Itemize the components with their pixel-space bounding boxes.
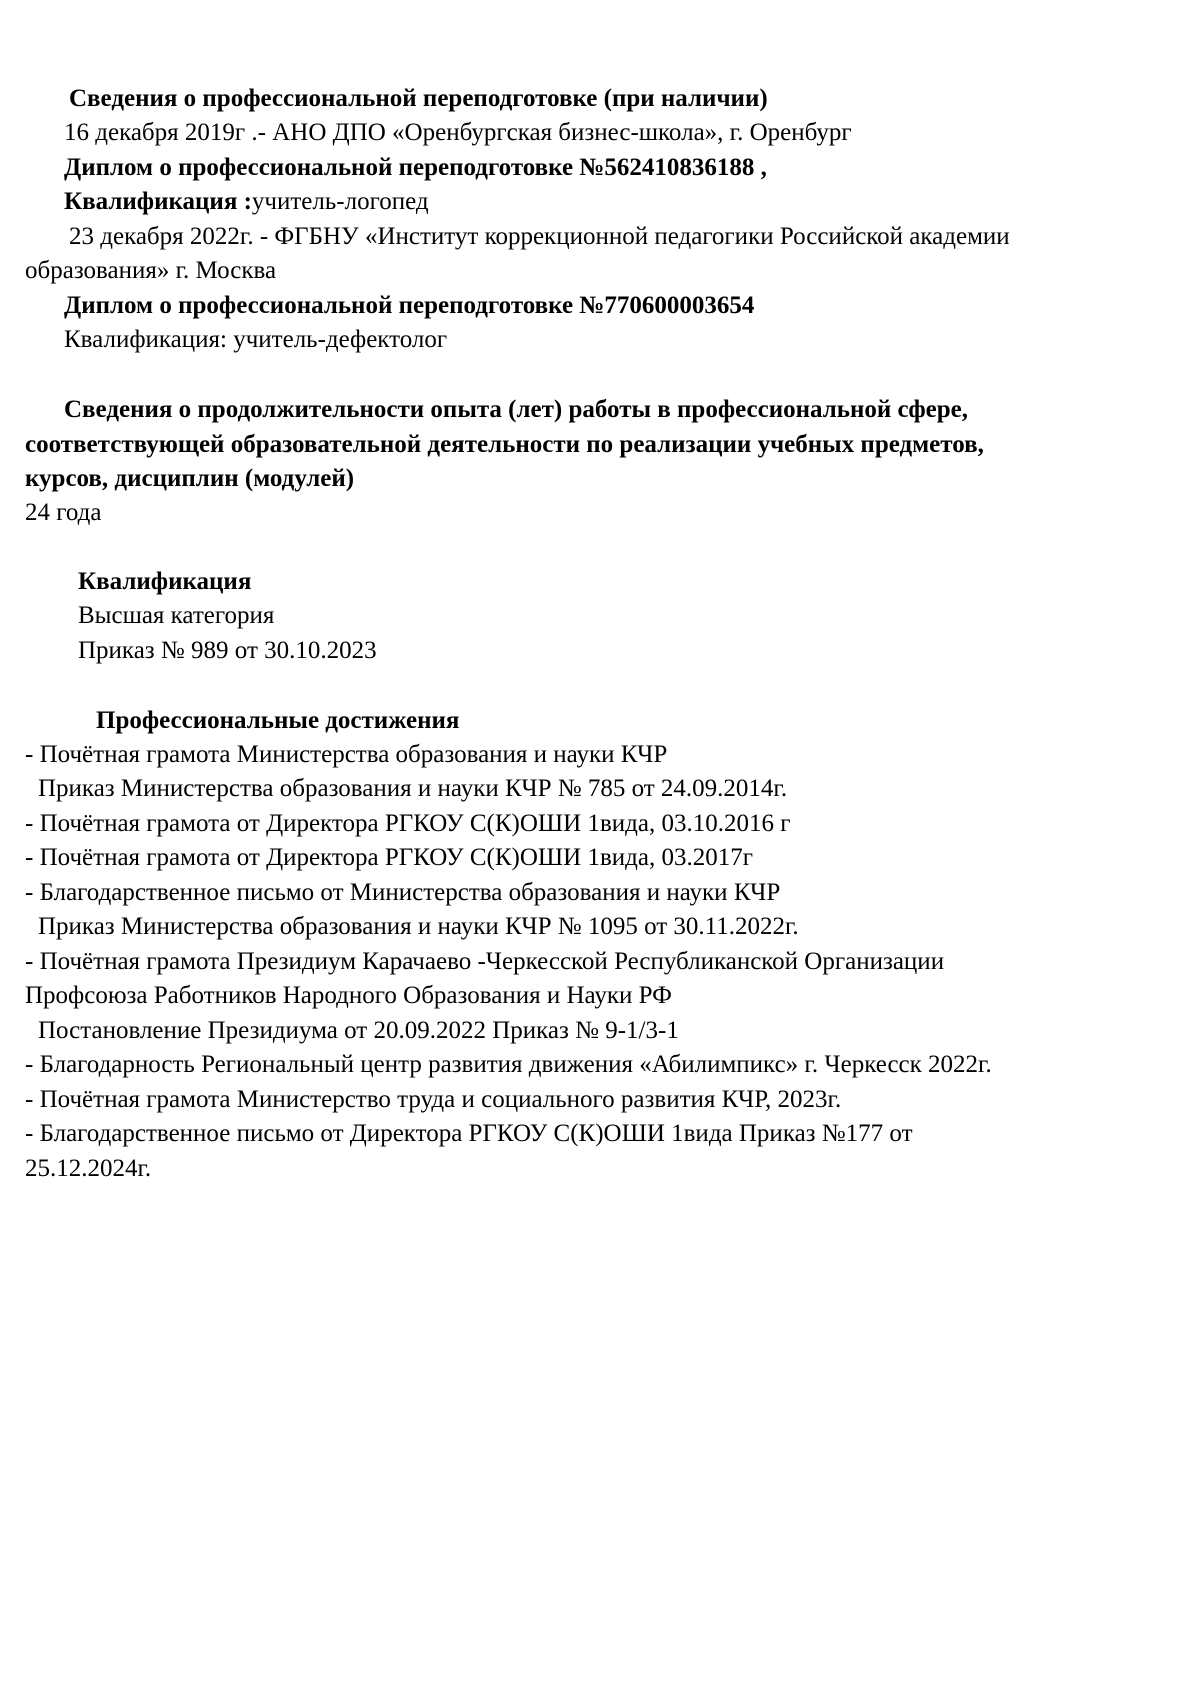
achievements-heading: Профессиональные достижения xyxy=(96,707,460,734)
experience-value: 24 года xyxy=(25,499,102,526)
retraining-heading: Сведения о профессиональной переподготовке (при наличии) xyxy=(69,85,768,112)
qualification-category: Высшая категория xyxy=(78,602,275,629)
achievement-line: Профсоюза Работников Народного Образования и Науки РФ xyxy=(25,982,672,1009)
achievement-line: - Благодарственное письмо от Директора РГКОУ С(К)ОШИ 1вида Приказ №177 от xyxy=(25,1120,913,1147)
achievement-line: Приказ Министерства образования и науки КЧР № 1095 от 30.11.2022г. xyxy=(38,913,799,940)
qualification-label: Квалификация : xyxy=(64,188,252,215)
experience-heading-line-3: курсов, дисциплин (модулей) xyxy=(25,465,355,492)
retraining-qualification-1 xyxy=(64,187,429,217)
retraining-entry-1: 16 декабря 2019г .- АНО ДПО «Оренбургская бизнес-школа», г. Оренбург xyxy=(64,119,852,146)
retraining-entry-2-line-2: образования» г. Москва xyxy=(25,257,277,284)
achievement-line: Постановление Президиума от 20.09.2022 Приказ № 9-1/3-1 xyxy=(38,1017,679,1044)
retraining-diploma-1: Диплом о профессиональной переподготовке №562410836188 , xyxy=(64,154,767,181)
experience-heading-line-1: Сведения о продолжительности опыта (лет) работы в профессиональной сфере, xyxy=(64,396,968,423)
achievement-line: - Почётная грамота Министерство труда и социального развития КЧР, 2023г. xyxy=(25,1086,842,1113)
qualification-value: учитель-логопед xyxy=(251,188,429,215)
achievement-line: - Почётная грамота Министерства образования и науки КЧР xyxy=(25,741,668,768)
achievement-line: - Почётная грамота от Директора РГКОУ С(К)ОШИ 1вида, 03.10.2016 г xyxy=(25,810,791,837)
retraining-diploma-2: Диплом о профессиональной переподготовке №770600003654 xyxy=(64,292,755,319)
achievement-line: - Благодарственное письмо от Министерства образования и науки КЧР xyxy=(25,879,781,906)
qualification-heading: Квалификация xyxy=(78,568,252,595)
achievement-line: - Почётная грамота Президиум Карачаево -Черкесской Республиканской Организации xyxy=(25,948,945,975)
achievement-line: - Благодарность Региональный центр развития движения «Абилимпикс» г. Черкесск 2022г. xyxy=(25,1051,992,1078)
achievement-line: - Почётная грамота от Директора РГКОУ С(К)ОШИ 1вида, 03.2017г xyxy=(25,844,753,871)
achievement-line: Приказ Министерства образования и науки КЧР № 785 от 24.09.2014г. xyxy=(38,775,788,802)
achievement-line: 25.12.2024г. xyxy=(25,1155,152,1182)
retraining-entry-2-line-1: 23 декабря 2022г. - ФГБНУ «Институт коррекционной педагогики Российской академии xyxy=(69,223,1010,250)
qualification-order: Приказ № 989 от 30.10.2023 xyxy=(78,637,377,664)
retraining-qualification-2: Квалификация: учитель-дефектолог xyxy=(64,326,448,353)
experience-heading-line-2: соответствующей образовательной деятельности по реализации учебных предметов, xyxy=(25,431,984,458)
